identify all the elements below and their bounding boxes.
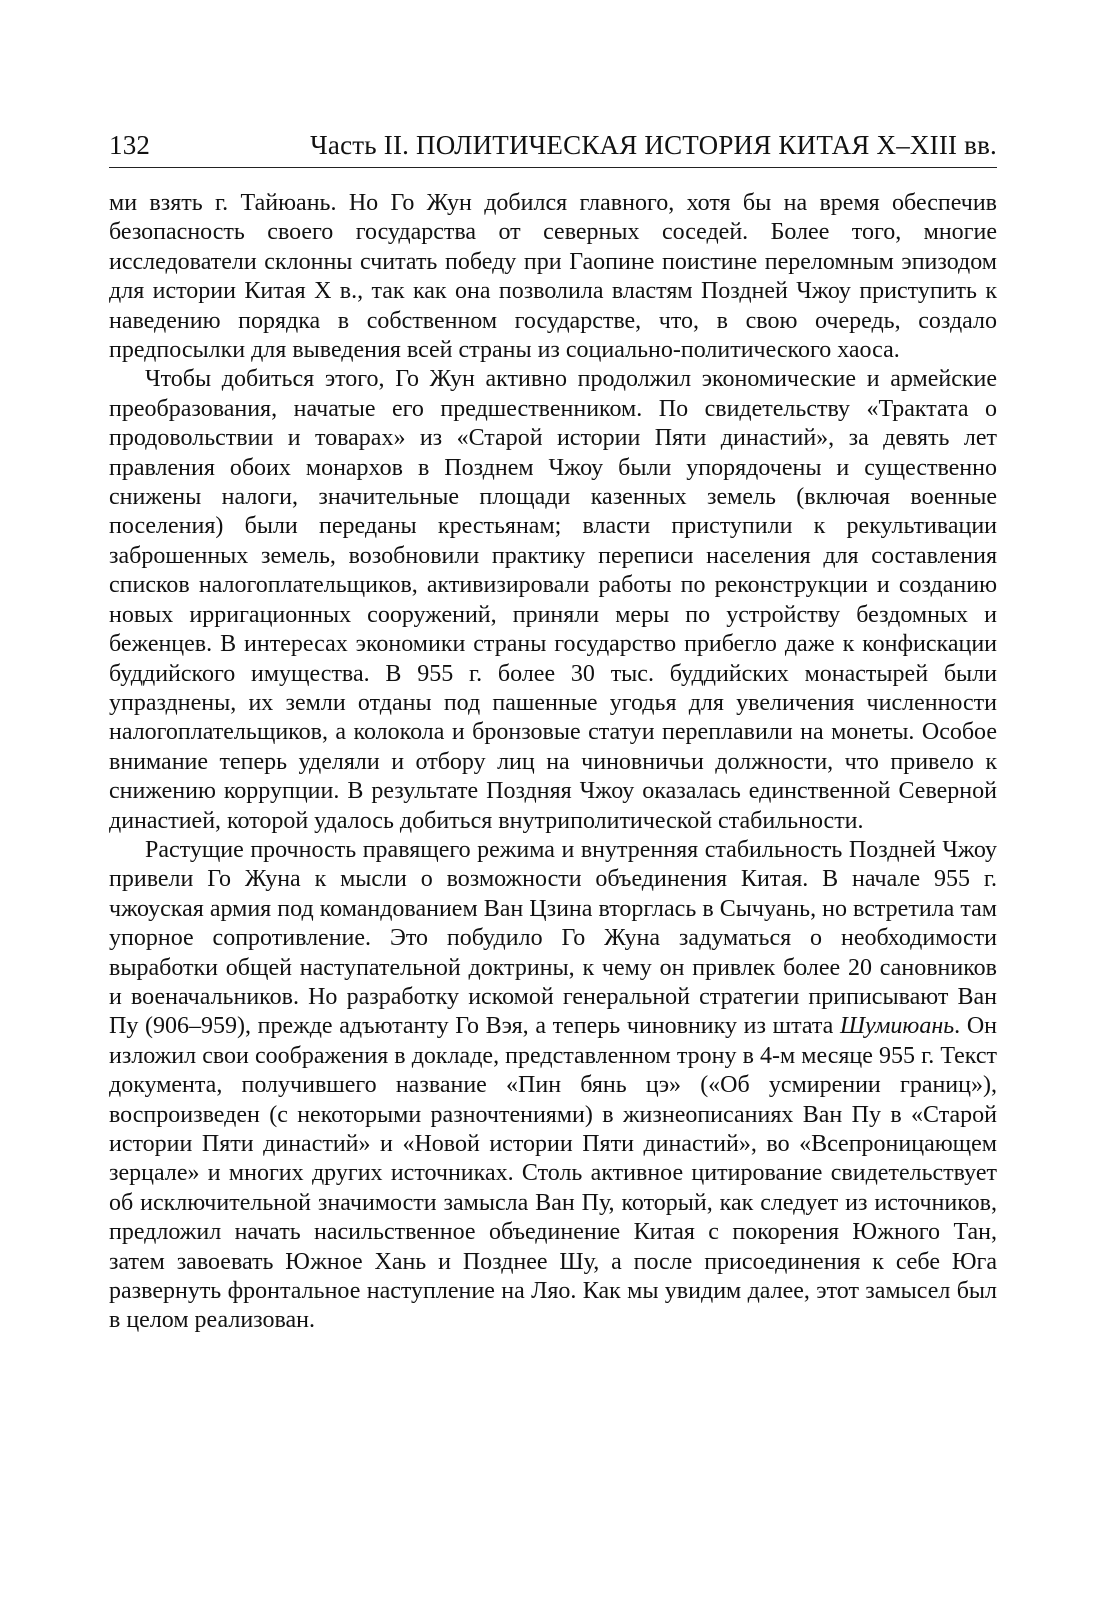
page-number: 132 <box>109 130 151 160</box>
body-text <box>109 189 997 1336</box>
italic-term: Шумиюань <box>840 1013 955 1040</box>
running-header <box>109 130 997 170</box>
paragraph-2: Чтобы добиться этого, Го Жун активно продолжил экономические и армейские преобразования, начатые его предшественником. По свидетельству «Трактата о продовольствии и товарах» из «Старой истории Пяти династий», за девять лет правления обоих монархов в Позднем Чжоу были упорядочены и существенно снижены налоги, значительные площади казенных земель (включая военные поселения) были переданы крестьянам; власти приступили к рекультивации заброшенных земель, возобновили практику переписи населения для составления списков налогоплательщиков, активизировали работы по реконструкции и созданию новых ирригационных сооружений, приняли меры по устройству бездомных и беженцев. В интересах экономики страны государство прибегло даже к конфискации буддийского имущества. В 955 г. более 30 тыс. буддийских монастырей были упразднены, их земли отданы под пашенные угодья для увеличения численности налогоплательщиков, а колокола и бронзовые статуи переплавили на монеты. Особое внимание теперь уделяли и отбору лиц на чиновничьи должности, что привело к снижению коррупции. В результате Поздняя Чжоу оказалась единственной Северной династией, которой удалось добиться внутриполитической стабильности. <box>109 366 997 834</box>
paragraph-3-text-end: . Он изложил свои соображения в докладе, представленном трону в 4-м месяце 955 г. Текст документа, получившего название «Пин бянь цэ» («Об усмирении границ»), воспроизведен (с некоторыми разночтениями) в жизнеописаниях Ван Пу в «Старой истории Пяти династий» и «Новой истории Пяти династий», во «Всепроницающем зерцале» и многих других источниках. Столь активное цитирование свидетельствует об исключительной значимости замысла Ван Пу, который, как следует из источников, предложил начать насильственное объединение Китая с покорения Южного Тан, затем завоевать Южное Хань и Позднее Шу, а после присоединения к себе Юга развернуть фронтальное наступление на Ляо. Как мы увидим далее, этот замысел был в целом реализован. <box>109 1013 997 1334</box>
paragraph-3 <box>109 836 997 1336</box>
paragraph-3-text-start: Растущие прочность правящего режима и внутренняя стабильность Поздней Чжоу привели Го Жуна к мысли о возможности объединения Китая. В начале 955 г. чжоуская армия под командованием Ван Цзина вторглась в Сычуань, но встретила там упорное сопротивление. Это побудило Го Жуна задуматься о необходимости выработки общей наступательной доктрины, к чему он привлек более 20 сановников и военачальников. Но разработку искомой генеральной стратегии приписывают Ван Пу (906–959), прежде адъютанту Го Вэя, а теперь чиновнику из штата <box>109 836 997 1040</box>
header-rule <box>109 167 997 168</box>
chapter-title: Часть II. ПОЛИТИЧЕСКАЯ ИСТОРИЯ КИТАЯ X–XIII вв. <box>310 130 997 160</box>
paragraph-1: ми взять г. Тайюань. Но Го Жун добился главного, хотя бы на время обеспечив безопасность своего государства от северных соседей. Более того, многие исследователи склонны считать победу при Гаопине поистине переломным эпизодом для истории Китая X в., так как она позволила властям Поздней Чжоу приступить к наведению порядка в собственном государстве, что, в свою очередь, создало предпосылки для выведения всей страны из социально-политического хаоса. <box>109 190 997 364</box>
